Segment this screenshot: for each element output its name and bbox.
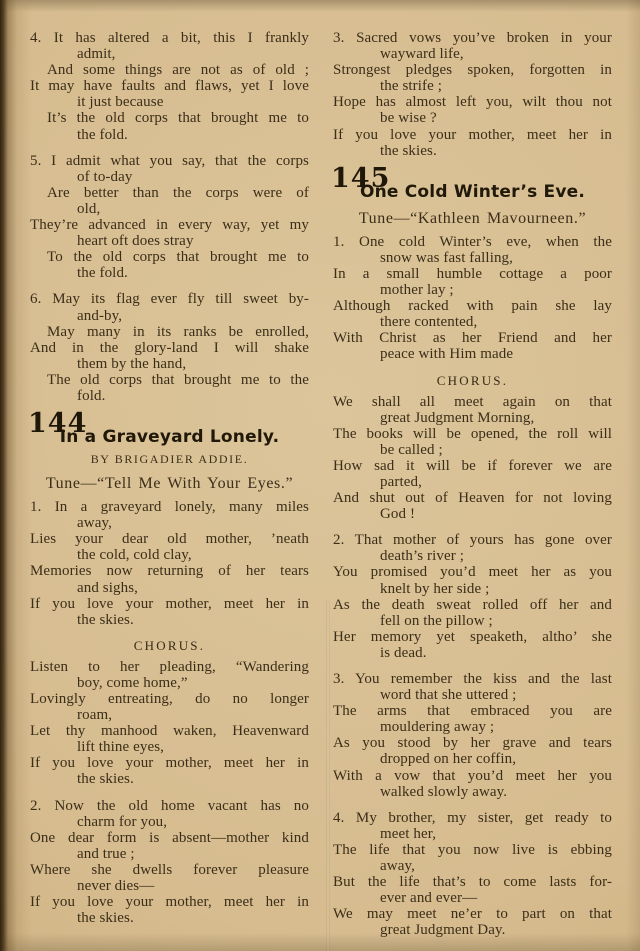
verse-block [30,499,309,628]
chorus-line: The books will be opened, the roll will [333,425,612,442]
verse-block [333,671,612,800]
verse-block [30,30,309,143]
chorus-block [30,659,309,788]
verse-line: The life that you now live is ebbing [333,841,612,858]
verse-block [30,153,309,282]
verse-line: Hope has almost left you, wilt thou not [333,94,612,111]
chorus-line: If you love your mother, meet her in [30,755,309,772]
verse-line: mouldering away ; [380,719,495,736]
verse-line: As you stood by her grave and tears [333,735,612,752]
verse-line: snow was fast falling, [380,249,514,266]
verse-line: of to-day [77,168,133,185]
verse-line: And in the glory-land I will shake [30,339,309,356]
verse-line: dropped on her coffin, [380,751,517,768]
verse-line: Where she dwells forever pleasure [30,861,309,878]
chorus-line: Let thy manhood waken, Heavenward [30,723,309,740]
verse-line: Although racked with pain she lay [333,298,612,315]
verse-line: The old corps that brought me to the [47,371,309,388]
verse-line: the skies. [380,142,437,159]
verse-line: Lies your dear old mother, ’neath [30,531,309,548]
verse-line: the strife ; [380,78,443,95]
verse-line: never dies— [77,878,155,895]
verse-line: the skies. [77,611,134,628]
verse-line: 3. Sacred vows you’ve broken in your [333,30,612,46]
chorus-label: CHORUS. [133,637,206,653]
verse-line: and true ; [77,845,135,862]
chorus-line: roam, [77,707,113,724]
verse-line: the fold. [77,265,128,282]
verse-line: heart oft does stray [77,233,194,250]
chorus-line: lift thine eyes, [77,739,164,756]
chorus-line: God ! [380,506,416,523]
verse-line: 2. That mother of yours has gone over [333,532,612,549]
column-left [30,30,309,936]
verse-line: But the life that’s to come lasts for- [333,874,612,891]
hymn-header [331,162,612,228]
verse-line: If you love your mother, meet her in [333,126,612,143]
verse-line: 1. In a graveyard lonely, many miles [30,499,309,516]
verse-line: 6. May its flag ever fly till sweet by- [30,291,309,308]
verse-line: 4. It has altered a bit, this I frankly [30,30,309,46]
chorus-block [333,394,612,523]
verse-line: ever and ever— [380,890,478,907]
verse-line: the skies. [77,910,134,927]
verse-line: In a small humble cottage a poor [333,265,612,282]
verse-line: be wise ? [380,110,437,127]
verse-line: and sighs, [77,579,138,596]
verse-block [333,30,612,159]
verse-line: fell on the pillow ; [380,612,493,629]
verse-block [30,798,309,927]
verse-line: If you love your mother, meet her in [30,595,309,612]
verse-line: fold. [77,387,106,404]
verse-line: Are better than the corps were of [47,184,309,201]
verse-block [333,810,612,939]
hymn-title: In a Graveyard Lonely. [59,427,280,448]
verse-line: 5. I admit what you say, that the corps [30,152,309,169]
verse-line: The arms that embraced you are [333,703,612,720]
verse-line: It’s the old corps that brought me to [47,110,309,127]
hymn-number: 144 [28,408,88,440]
chorus-line: great Judgment Morning, [380,409,535,426]
verse-line: old, [77,200,101,217]
verse-line: word that she uttered ; [380,687,517,704]
verse-line: great Judgment Day. [380,922,506,939]
tune-line: Tune—“Tell Me With Your Eyes.” [45,475,294,493]
verse-line: away, [380,858,415,875]
verse-line: Memories now returning of her tears [30,563,309,580]
chorus-line: be called ; [380,441,443,458]
verse-line: Strongest pledges spoken, forgotten in [333,62,612,79]
hymn-header [28,408,309,493]
chorus-line: the skies. [77,771,134,788]
verse-line: One dear form is absent—mother kind [30,829,309,846]
verse-line: wayward life, [380,46,464,63]
chorus-line: And shut out of Heaven for not loving [333,490,612,507]
verse-line: peace with Him made [380,346,514,363]
verse-line: them by the hand, [77,355,187,372]
chorus-line: parted, [380,473,422,490]
chorus-line: How sad it will be if forever we are [333,457,612,474]
verse-line: With a vow that you’d meet her you [333,767,612,784]
hymn-title: One Cold Winter’s Eve. [359,181,586,202]
verse-line: We may meet ne’er to part on that [333,906,612,923]
verse-line: mother lay ; [380,282,454,299]
verse-line: 3. You remember the kiss and the last [333,671,612,687]
verse-line: the cold, cold clay, [77,547,192,564]
hymn-byline: BY BRIGADIER ADDIE. [90,452,249,467]
verse-block [333,532,612,661]
verse-block [333,234,612,363]
verse-line: it just because [77,94,164,111]
verse-line: 1. One cold Winter’s eve, when the [333,233,612,250]
verse-line: And some things are not as of old ; [47,62,309,79]
verse-line: meet her, [380,825,437,842]
column-right [333,30,612,949]
verse-line: May many in its ranks be enrolled, [47,323,309,340]
verse-line: With Christ as her Friend and her [333,330,612,347]
chorus-line: Lovingly entreating, do no longer [30,691,309,707]
hymn-number: 145 [331,162,391,194]
verse-line: 2. Now the old home vacant has no [30,797,309,814]
verse-line: As the death sweat rolled off her and [333,596,612,613]
verse-line: You promised you’d meet her as you [333,564,612,581]
verse-line: If you love your mother, meet her in [30,894,309,911]
verse-line: is dead. [380,644,427,661]
verse-line: the fold. [77,126,128,143]
verse-line: walked slowly away. [380,783,508,800]
verse-line: knelt by her side ; [380,580,490,597]
verse-block [30,291,309,404]
verse-line: charm for you, [77,813,168,830]
verse-line: To the old corps that brought me to [47,249,309,266]
chorus-line: boy, come home,” [77,674,188,691]
verse-line: 4. My brother, my sister, get ready to [333,809,612,826]
verse-line: there contented, [380,314,478,331]
verse-line: death’s river ; [380,548,464,565]
verse-line: and-by, [77,307,123,324]
verse-line: admit, [77,46,116,63]
verse-line: They’re advanced in every way, yet my [30,217,309,234]
verse-line: It may have faults and flaws, yet I love [30,78,309,95]
verse-line: away, [77,515,112,532]
chorus-line: Listen to her pleading, “Wandering [30,658,309,675]
chorus-label: CHORUS. [436,372,509,388]
verse-line: Her memory yet speaketh, altho’ she [333,628,612,645]
chorus-line: We shall all meet again on that [333,393,612,410]
tune-line: Tune—“Kathleen Mavourneen.” [358,209,587,227]
